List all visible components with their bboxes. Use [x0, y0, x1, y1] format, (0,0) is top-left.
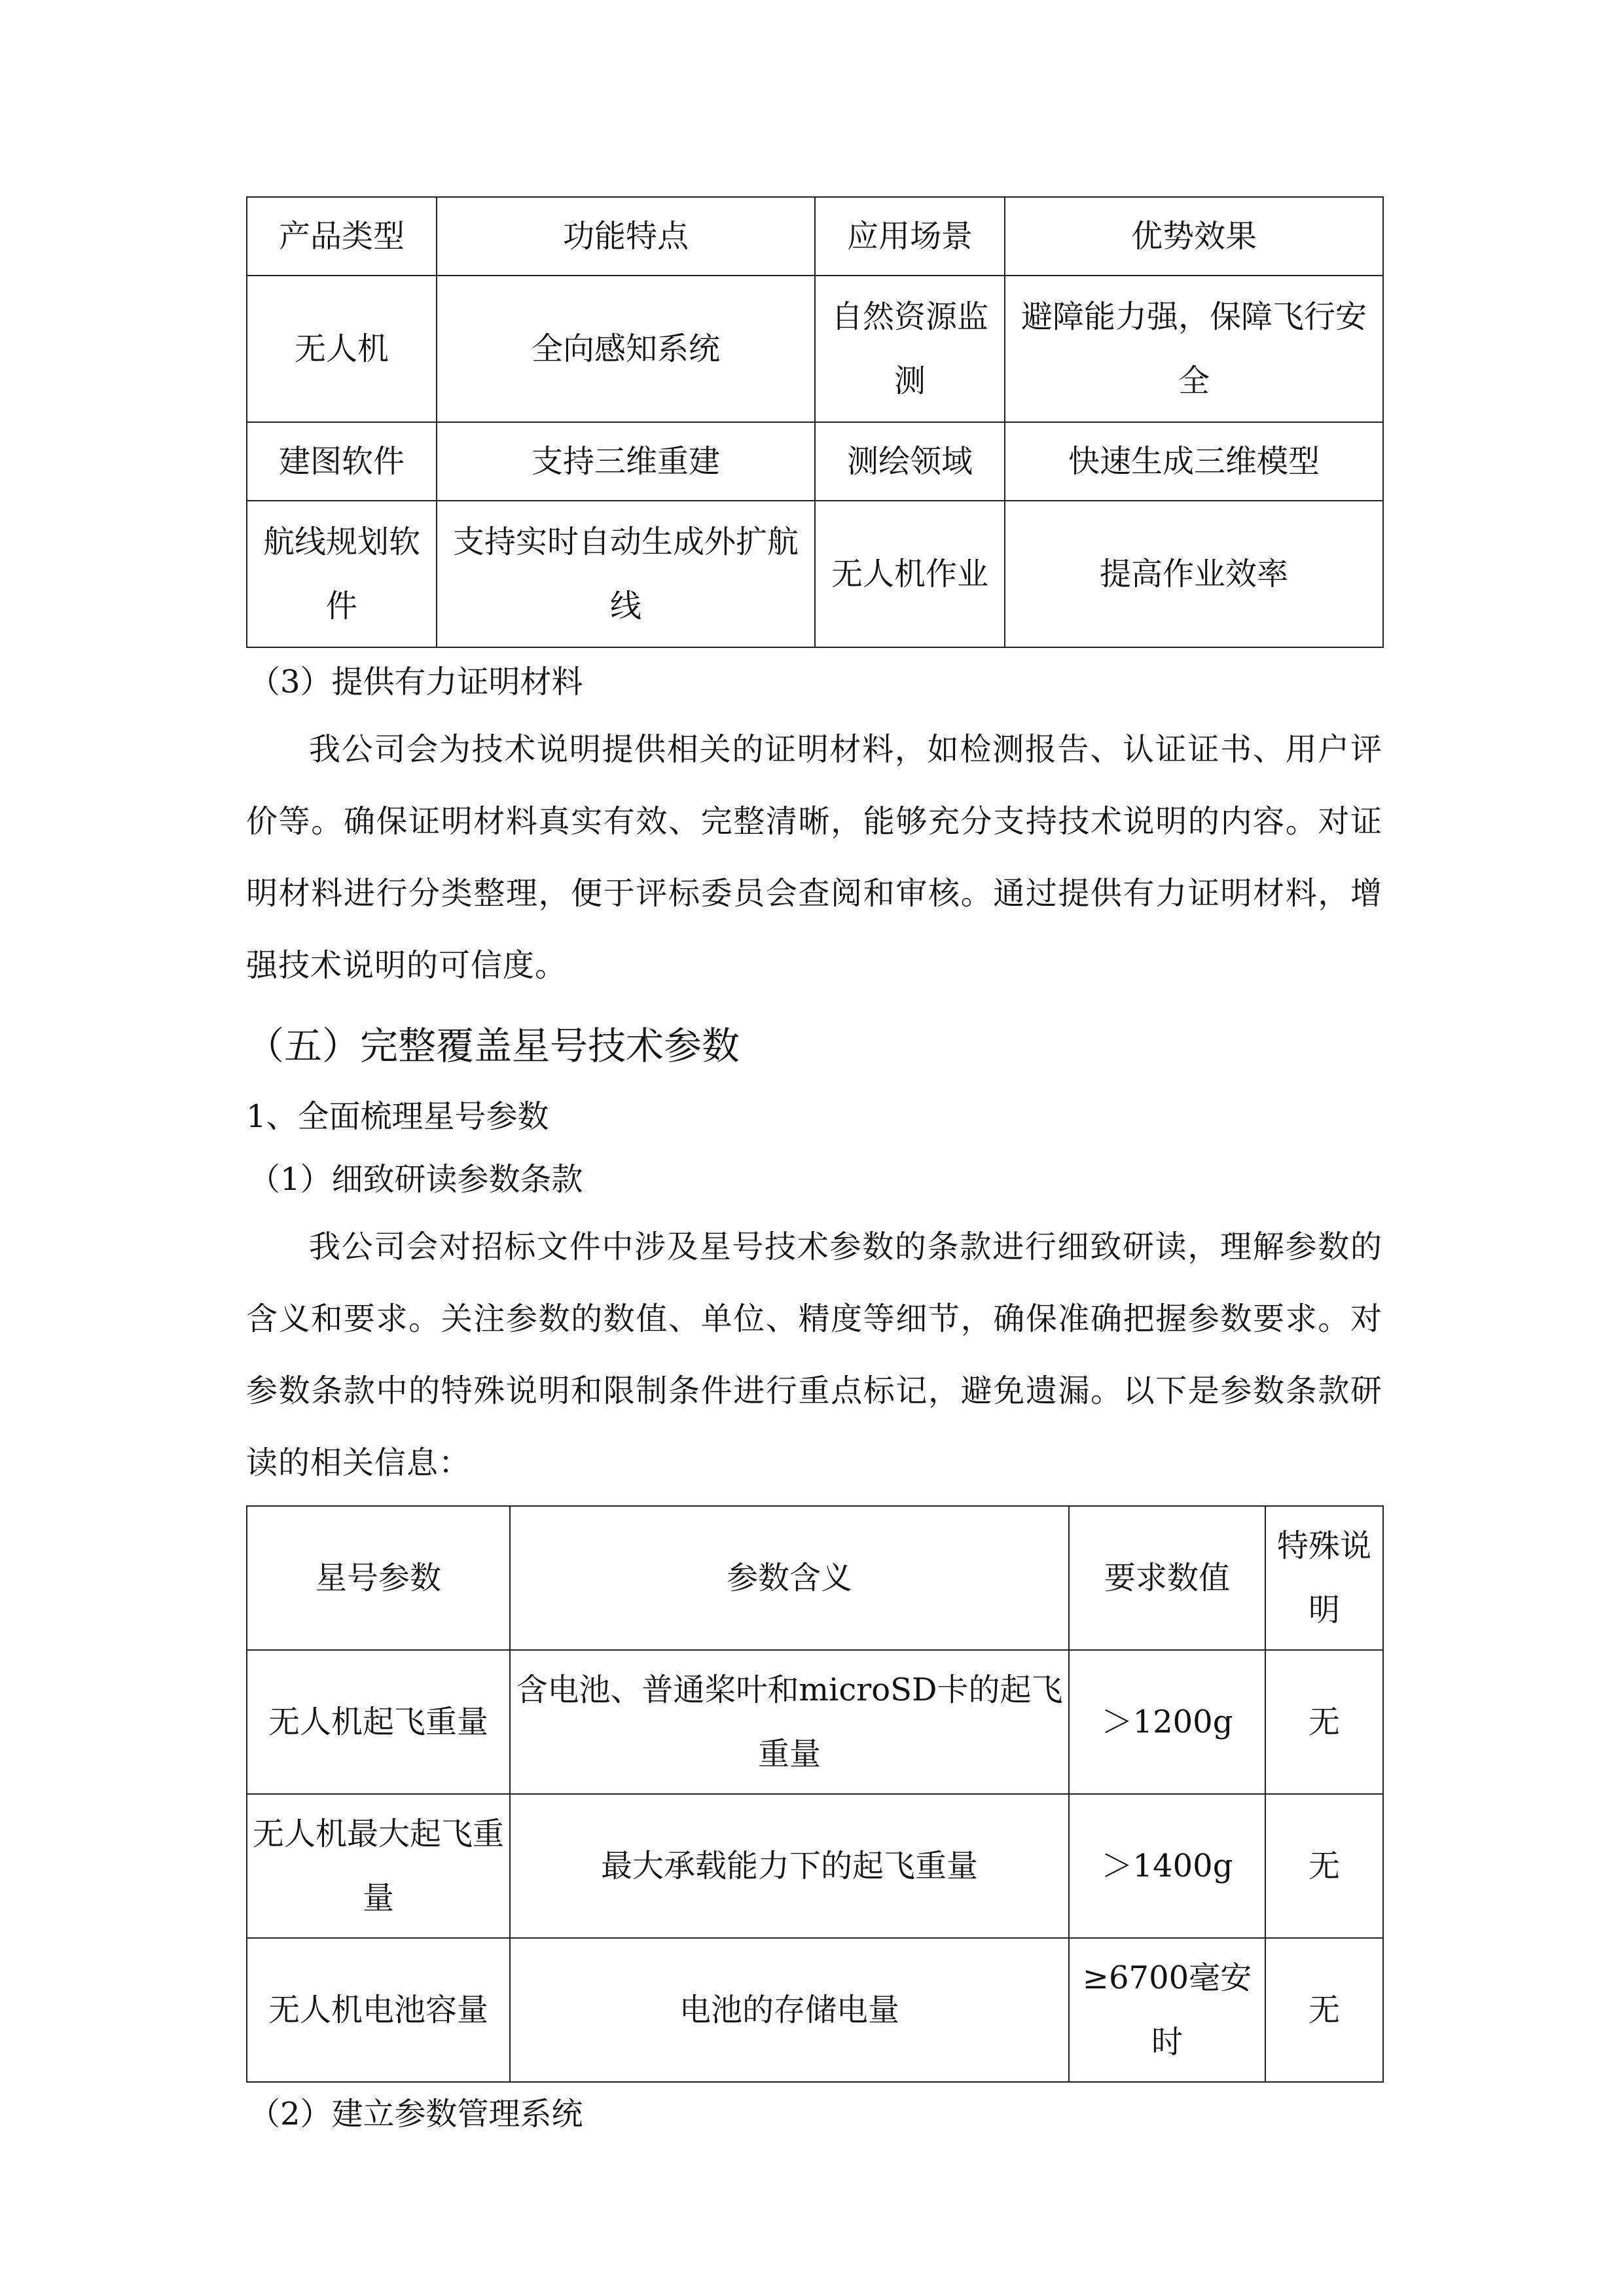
table-cell: 测绘领域 [815, 422, 1005, 501]
table-cell: 无人机最大起飞重量 [247, 1794, 510, 1938]
table-cell: 最大承载能力下的起飞重量 [510, 1794, 1069, 1938]
table-cell: 航线规划软件 [247, 501, 437, 647]
subsection-heading: 1、全面梳理星号参数 [246, 1098, 549, 1135]
document-page [246, 196, 1382, 2145]
table-header-row [247, 1506, 1383, 1650]
table-cell: 无人机 [247, 276, 437, 422]
table-cell: 无 [1265, 1938, 1383, 2082]
table-cell: 无人机起飞重量 [247, 1650, 510, 1794]
table-cell: ＞1400g [1069, 1794, 1265, 1938]
subsection-heading: （2）建立参数管理系统 [249, 2096, 583, 2132]
subsection-heading: （3）提供有力证明材料 [249, 664, 583, 700]
table-row [247, 1650, 1383, 1794]
table-header-cell: 优势效果 [1005, 197, 1383, 276]
table-header-cell: 星号参数 [247, 1506, 510, 1650]
table-cell: 无人机作业 [815, 501, 1005, 647]
table-cell: 提高作业效率 [1005, 501, 1383, 647]
table-cell: 无人机电池容量 [247, 1938, 510, 2082]
table-cell: 无 [1265, 1650, 1383, 1794]
table-cell: 电池的存储电量 [510, 1938, 1069, 2082]
table-cell: 支持实时自动生成外扩航线 [437, 501, 815, 647]
table-cell: 全向感知系统 [437, 276, 815, 422]
table-header-cell: 功能特点 [437, 197, 815, 276]
table-cell: 自然资源监测 [815, 276, 1005, 422]
table-cell: 支持三维重建 [437, 422, 815, 501]
table-cell: 快速生成三维模型 [1005, 422, 1383, 501]
table-row [247, 276, 1383, 422]
subsection-heading: （1）细致研读参数条款 [249, 1161, 583, 1198]
table-cell: ≥6700毫安时 [1069, 1938, 1265, 2082]
table-header-row [247, 197, 1383, 276]
table-cell: 避障能力强，保障飞行安全 [1005, 276, 1383, 422]
table-header-cell: 参数含义 [510, 1506, 1069, 1650]
table-header-cell: 要求数值 [1069, 1506, 1265, 1650]
table-cell: 含电池、普通桨叶和microSD卡的起飞重量 [510, 1650, 1069, 1794]
table-row [247, 422, 1383, 501]
table-row [247, 1794, 1383, 1938]
section-heading: （五）完整覆盖星号技术参数 [246, 1024, 740, 1068]
body-paragraph: 我公司会为技术说明提供相关的证明材料，如检测报告、认证证书、用户评价等。确保证明材料真实有效、完整清晰，能够充分支持技术说明的内容。对证明材料进行分类整理，便于评标委员会查阅和审核。通过提供有力证明材料，增强技术说明的可信度。 [246, 731, 1382, 984]
table-header-cell: 产品类型 [247, 197, 437, 276]
table-row [247, 501, 1383, 647]
table-header-cell: 特殊说明 [1265, 1506, 1383, 1650]
body-paragraph: 我公司会对招标文件中涉及星号技术参数的条款进行细致研读，理解参数的含义和要求。关注参数的数值、单位、精度等细节，确保准确把握参数要求。对参数条款中的特殊说明和限制条件进行重点标记，避免遗漏。以下是参数条款研读的相关信息： [246, 1229, 1382, 1481]
table-cell: 无 [1265, 1794, 1383, 1938]
table-cell: 建图软件 [247, 422, 437, 501]
table-cell: ＞1200g [1069, 1650, 1265, 1794]
table-row [247, 1938, 1383, 2082]
parameter-table [246, 1505, 1384, 2083]
product-table [246, 196, 1384, 648]
table-header-cell: 应用场景 [815, 197, 1005, 276]
